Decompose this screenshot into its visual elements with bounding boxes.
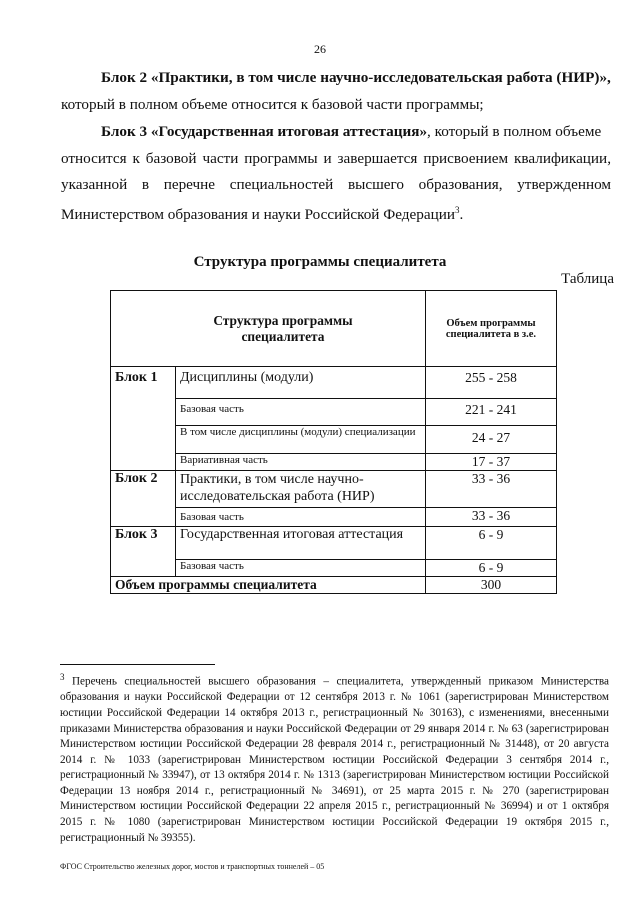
table-row [111,399,557,426]
block2-title-text: Блок 2 «Практики, в том числе научно-исследовательская работа (НИР)», [101,69,611,86]
footnote [60,670,609,846]
table-row [111,560,557,577]
row-name: Базовая часть [176,560,426,577]
footnote-ref: 3 [454,205,460,215]
row-value: 33 - 36 [425,471,556,508]
row-value: 17 - 37 [425,454,556,471]
row-name: В том числе дисциплины (модули) специализации [176,426,426,454]
page-number: 26 [314,42,326,56]
header-volume: Объем программы специалитета в з.е. [425,291,556,367]
row-name: Вариативная часть [176,454,426,471]
row-value: 6 - 9 [425,560,556,577]
table-row [111,454,557,471]
row-value: 255 - 258 [425,367,556,399]
table-row [111,426,557,454]
block-label: Блок 3 [111,527,176,577]
row-name: Практики, в том числе научно-исследовательская работа (НИР) [176,471,426,508]
block3-title: Блок 3 «Государственная итоговая аттестация» [101,123,428,140]
table-row [111,471,557,508]
block3-line2: относится к базовой части программы и завершается присвоением квалификации, [61,150,611,167]
row-value: 24 - 27 [425,426,556,454]
document-footer: ФГОС Строительство железных дорог, мостов и транспортных тоннелей – 05 [60,862,325,871]
table-header-row [111,291,557,367]
table-row [111,508,557,527]
row-name: Базовая часть [176,508,426,527]
block3-line4-text: Министерством образования и науки Российской Федерации [61,206,455,224]
block-label: Блок 2 [111,471,176,527]
row-value: 221 - 241 [425,399,556,426]
block-label: Блок 1 [111,367,176,471]
table-title: Структура программы специалитета [193,254,447,270]
footnote-text: Перечень специальностей высшего образования – специалитета, утвержденный приказом Министерства образования и науки Российской Федерации от 12 сентября 2013 г. № 1061 (зарегистрирован Министерством юстиции Российской Федерации 14 октября 2013 г., регистрационный № 30163), с изменениями, внесенными приказами Министерства образования и науки Российской Федерации от 29 января 2014 г. № 63 (зарегистрирован Министерством юстиции Российской Федерации 28 февраля 2014 г., регистрационный № 31448), от 20 августа 2014 г. № 1033 (зарегистрирован Министерством юстиции Российской Федерации 3 сентября 2014 г., регистрационный № 33947), от 13 октября 2014 г. № 1313 (зарегистрирован Министерством юстиции Российской Федерации 13 ноября 2014 г., регистрационный № 34691), от 25 марта 2015 г. № 270 (зарегистрирован Министерством юстиции Российской Федерации 22 апреля 2015 г., регистрационный № 36994) и от 1 октября 2015 г. № 1080 (зарегистрирован Министерством юстиции Российской Федерации 19 октября 2015 г., регистрационный № 39355). [60,675,610,844]
header-structure: Структура программы специалитета [111,291,426,367]
table-label: Таблица [561,271,614,287]
table-total-row [111,577,557,594]
footnote-divider [60,664,215,665]
structure-table [110,290,557,594]
total-label: Объем программы специалитета [111,577,426,594]
row-value: 33 - 36 [425,508,556,527]
block3-line4 [61,203,463,222]
block3-line1 [101,124,601,139]
footnote-number: 3 [60,672,65,682]
table-row [111,527,557,560]
block3-line1-rest: , который в полном объеме [427,123,602,140]
row-value: 6 - 9 [425,527,556,560]
row-name: Государственная итоговая аттестация [176,527,426,560]
total-value: 300 [425,577,556,594]
table-row [111,367,557,399]
row-name: Базовая часть [176,399,426,426]
block2-title [101,70,611,85]
row-name: Дисциплины (модули) [176,367,426,399]
block3-line3: указанной в перечне специальностей высшего образования, утвержденном [61,176,611,193]
block2-rest: который в полном объеме относится к базовой части программы; [61,96,484,113]
block3-line4-end: . [459,206,464,224]
